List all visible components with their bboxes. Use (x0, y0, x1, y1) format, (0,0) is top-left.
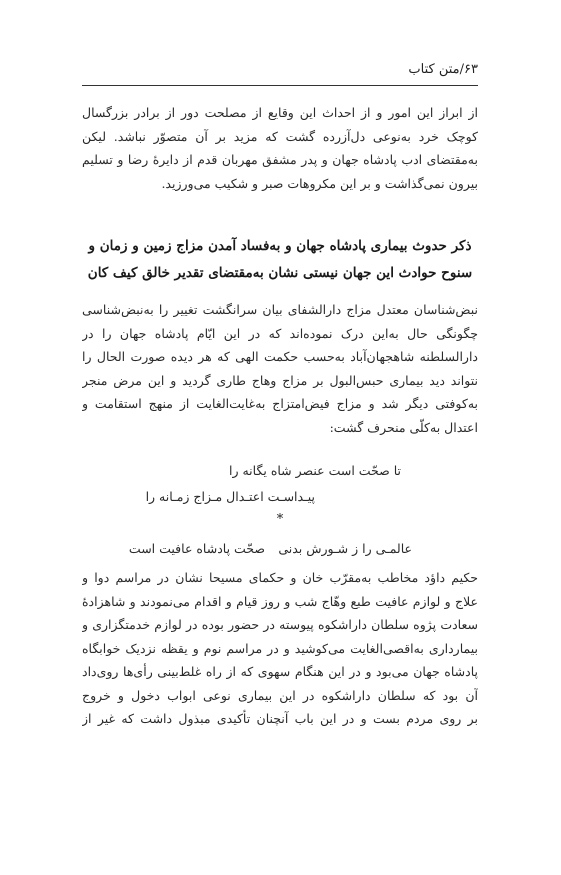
paragraph-1 (82, 101, 478, 195)
paragraph-line: کوچک خرد به‌نوعی دل‌آزرده گشت که مزید بر آن متصوّر نباشد. لیکن (82, 128, 478, 144)
heading-line-2: سنوح حوادث این جهان نیستی نشان به‌مقتضای تقدیر خالق کیف کان (87, 265, 473, 281)
verse-separator: * (276, 512, 284, 527)
running-header (82, 60, 478, 80)
paragraph-line: علاج و لوازم عافیت طبع وهّاج شب و روز قیام و اقدام می‌نمودند و شاهزادهٔ (82, 593, 478, 609)
paragraph-line: بیمارداری به‌اقصی‌الغایت می‌کوشید و در مراسم نوم و یقظه نزدیک خوابگاه (82, 640, 478, 656)
section-heading (82, 233, 478, 287)
paragraph-line: بیرون نمی‌گذاشت و بر این مکروهات صبر و شکیب می‌ورزید. (161, 175, 478, 191)
paragraph-line: به‌مقتضای ادب پادشاه جهان و پدر مشفق مهربان قدم از دایرهٔ رضا و تسلیم (82, 152, 478, 167)
paragraph-line: نتواند دید بیماری حبس‌البول بر مزاج وهاج طاری گردید و این مرض منجر (82, 372, 478, 388)
verse-line-2: پیـداسـت اعتـدال مـزاج زمـانه را (145, 489, 315, 504)
paragraph-line: آن بود که سلطان داراشکوه در این بیماری نوعی ابواب دخول و خروج (82, 687, 478, 703)
paragraph-line: نبض‌شناسان معتدل مزاج دارالشفای بیان سرانگشت تغییر را به‌نبض‌شناسی (82, 302, 478, 317)
paragraph-line: اعتدال به‌کلّی منحرف گشت: (329, 419, 478, 435)
header-divider (82, 85, 478, 86)
heading-line-1: ذکر حدوث بیماری پادشاه جهان و به‌فساد آمدن مزاج زمین و زمان و (88, 238, 472, 254)
verse-line-3-left: صحّت پادشاه عافیت است (128, 541, 265, 556)
paragraph-line: سعادت پژوه سلطان داراشکوه پیوسته در حضور بوده در لوازم خدمتگزاری و (82, 617, 478, 632)
paragraph-line: چگونگی حال به‌این درک نموده‌اند که در این ایّام پادشاه جهان را در (82, 325, 478, 341)
verse-line-1: تا صحّت است عنصر شاه یگانه را (229, 463, 401, 478)
paragraph-line: دارالسلطنه شاهجهان‌آباد به‌حسب حکمت الهی که هر دیده صورت الحال را (82, 349, 478, 364)
paragraph-line: بر روی مردم بست و در این باب آنچنان تأکیدی مبذول داشت که غیر از (82, 711, 478, 726)
paragraph-line: از ابراز این امور و از احداث این وقایع از مصلحت دور از برادر بزرگسال (82, 105, 478, 120)
paragraph-3 (82, 566, 478, 731)
page-number-label: ۶۳/متن کتاب (408, 62, 478, 77)
paragraph-2 (82, 298, 478, 439)
verse-line-3-right: عالمـی را ز شـورش بدنی (278, 541, 412, 556)
paragraph-line: پادشاه جهان می‌بود و در این هنگام سهوی که از راه غلط‌بینی رأی‌ها روی‌داد (82, 664, 478, 679)
paragraph-line: حکیم داؤد مخاطب به‌مقرّب خان و حکمای مسیحا نشان در مراسم دوا و (82, 570, 478, 585)
paragraph-line: به‌کوفتی دیگر شد و مزاج فیض‌امتزاج به‌غایت‌الغایت از منهج استقامت و (82, 396, 478, 411)
